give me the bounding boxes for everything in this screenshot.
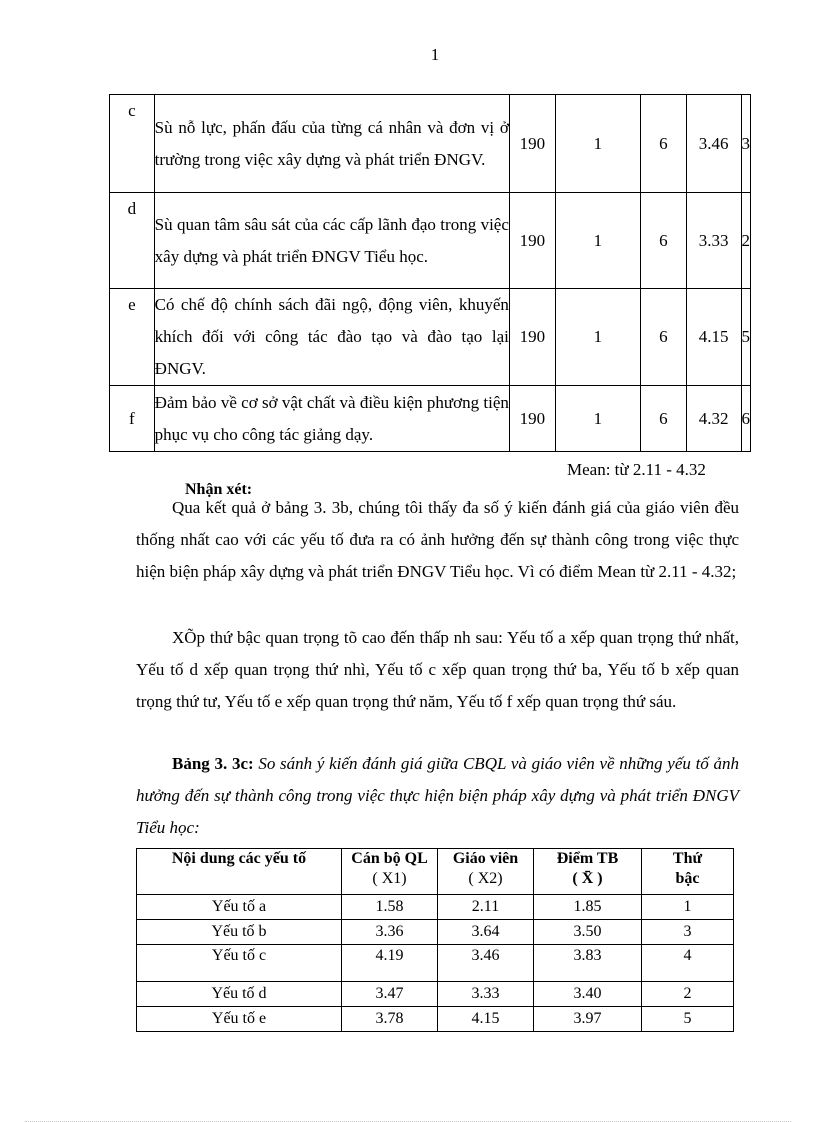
factor-name: Yếu tố c	[137, 945, 342, 982]
table-header-row	[137, 849, 734, 895]
paragraph-analysis: Qua kết quả ở bảng 3. 3b, chúng tôi thấy đa số ý kiến đánh giá của giáo viên đều thống nhất cao với các yếu tố đưa ra có ảnh hưởng đến sự thành công trong việc thực hiện biện pháp xây dựng và phát triển ĐNGV Tiểu học. Vì có điểm Mean từ 2.11 - 4.32;	[136, 498, 739, 581]
average-score: 3.83	[534, 945, 642, 982]
header-cbql	[342, 849, 438, 895]
n-value: 190	[509, 193, 555, 289]
table-row	[110, 386, 751, 452]
caption-lead: Bảng 3. 3c:	[172, 754, 254, 773]
min-value: 1	[555, 193, 640, 289]
n-value: 190	[509, 386, 555, 452]
table-row	[110, 193, 751, 289]
factor-name: Yếu tố d	[137, 982, 342, 1007]
factor-label: c	[110, 95, 155, 193]
cbql-score: 4.19	[342, 945, 438, 982]
factor-label: f	[110, 386, 155, 452]
page-bottom-divider	[25, 1121, 791, 1122]
table-row	[137, 982, 734, 1007]
factor-text: Sù nỗ lực, phấn đấu của từng cá nhân và đơn vị ở trường trong việc xây dựng và phát triển ĐNGV.	[154, 95, 509, 193]
table-row	[137, 1007, 734, 1032]
min-value: 1	[555, 386, 640, 452]
min-value: 1	[555, 289, 640, 386]
min-value: 1	[555, 95, 640, 193]
rank: 5	[642, 1007, 734, 1032]
average-score: 1.85	[534, 895, 642, 920]
header-content-label: Nội dung các yếu tố	[171, 850, 307, 867]
factor-name: Yếu tố b	[137, 920, 342, 945]
teacher-score: 4.15	[438, 1007, 534, 1032]
average-score: 3.50	[534, 920, 642, 945]
table-row	[137, 920, 734, 945]
table-caption	[136, 748, 739, 844]
rank: 3	[642, 920, 734, 945]
table-row	[110, 95, 751, 193]
factor-text: Sù quan tâm sâu sát của các cấp lãnh đạo trong việc xây dựng và phát triển ĐNGV Tiểu học.	[154, 193, 509, 289]
mean-note: Mean: từ 2.11 - 4.32	[567, 460, 706, 479]
cbql-score: 3.36	[342, 920, 438, 945]
section-heading: Nhận xét:	[185, 481, 253, 498]
teacher-score: 3.33	[438, 982, 534, 1007]
average-score: 3.40	[534, 982, 642, 1007]
factor-text: Đảm bảo về cơ sở vật chất và điều kiện phương tiện phục vụ cho công tác giảng dạy.	[154, 386, 509, 452]
header-content	[137, 849, 342, 895]
mean-value: 4.15	[686, 289, 741, 386]
max-value: 6	[641, 95, 687, 193]
header-teacher-label: Giáo viên	[452, 850, 519, 867]
page-number: 1	[430, 45, 440, 64]
factor-label: d	[110, 193, 155, 289]
n-value: 190	[509, 95, 555, 193]
rank-value: 3	[741, 95, 751, 193]
caption-text: So sánh ý kiến đánh giá giữa CBQL và giáo viên về những yếu tố ảnh hưởng đến sự thành công trong việc thực hiện biện pháp xây dựng và phát triển ĐNGV Tiểu học:	[136, 754, 739, 837]
cbql-score: 1.58	[342, 895, 438, 920]
max-value: 6	[641, 386, 687, 452]
factor-name: Yếu tố e	[137, 1007, 342, 1032]
mean-value: 3.33	[686, 193, 741, 289]
header-teacher-sub: ( X2)	[468, 870, 503, 887]
factor-name: Yếu tố a	[137, 895, 342, 920]
header-teacher	[438, 849, 534, 895]
header-cbql-sub: ( X1)	[372, 870, 407, 887]
factors-table	[109, 94, 751, 452]
rank-value: 2	[741, 193, 751, 289]
header-rank-label: Thứ bậc	[672, 850, 703, 887]
rank-value: 6	[741, 386, 751, 452]
rank: 4	[642, 945, 734, 982]
factor-text: Có chế độ chính sách đãi ngộ, động viên, khuyến khích đối với công tác đào tạo và đào tạo lại ĐNGV.	[154, 289, 509, 386]
rank-value: 5	[741, 289, 751, 386]
teacher-score: 3.46	[438, 945, 534, 982]
header-rank	[642, 849, 734, 895]
table-row	[110, 289, 751, 386]
table-row	[137, 895, 734, 920]
header-average-sub: ( X̄ )	[572, 870, 603, 887]
paragraph-ranking: XÕp thứ bậc quan trọng tõ cao đến thấp nh sau: Yếu tố a xếp quan trọng thứ nhất, Yếu tố d xếp quan trọng thứ nhì, Yếu tố c xếp quan trọng thứ ba, Yếu tố b xếp quan trọng thứ tư, Yếu tố e xếp quan trọng thứ năm, Yếu tố f xếp quan trọng thứ sáu.	[136, 628, 739, 711]
n-value: 190	[509, 289, 555, 386]
max-value: 6	[641, 193, 687, 289]
max-value: 6	[641, 289, 687, 386]
table-row	[137, 945, 734, 982]
header-cbql-label: Cán bộ QL	[351, 850, 428, 867]
factor-label: e	[110, 289, 155, 386]
teacher-score: 2.11	[438, 895, 534, 920]
cbql-score: 3.47	[342, 982, 438, 1007]
teacher-score: 3.64	[438, 920, 534, 945]
mean-value: 3.46	[686, 95, 741, 193]
average-score: 3.97	[534, 1007, 642, 1032]
rank: 2	[642, 982, 734, 1007]
cbql-score: 3.78	[342, 1007, 438, 1032]
header-average-label: Điểm TB	[556, 850, 619, 867]
rank: 1	[642, 895, 734, 920]
comparison-table	[136, 848, 734, 1032]
mean-value: 4.32	[686, 386, 741, 452]
header-average	[534, 849, 642, 895]
